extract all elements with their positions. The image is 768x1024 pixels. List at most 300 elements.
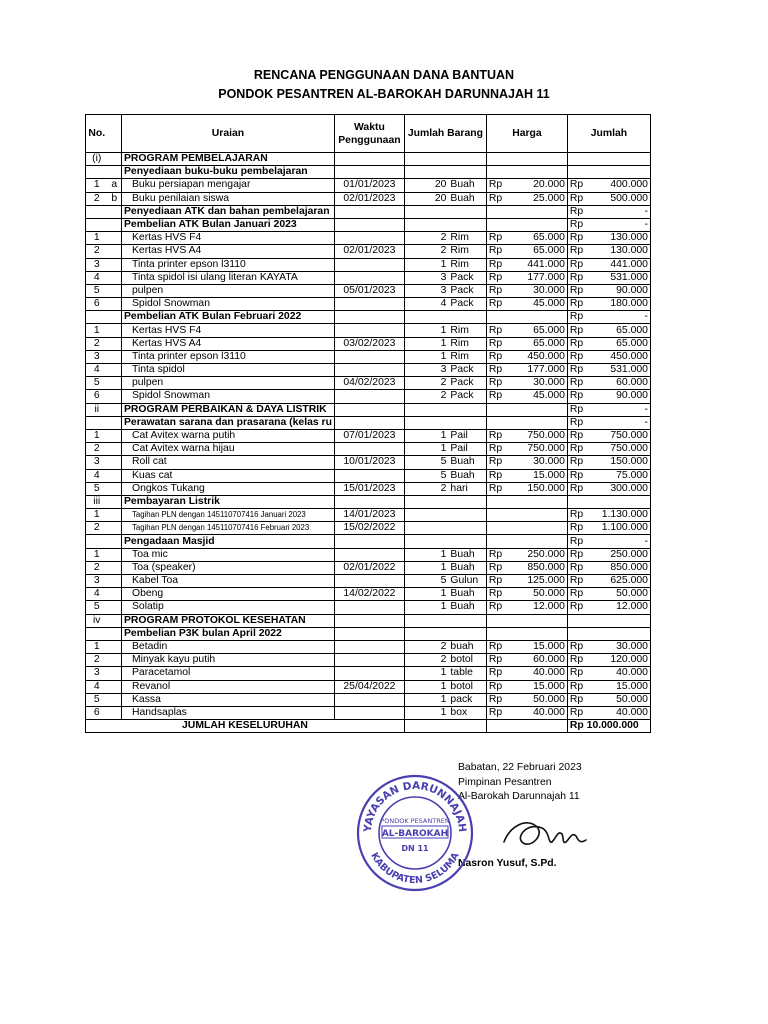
- cell-total: [589, 166, 650, 179]
- table-row: [86, 205, 651, 218]
- cell-tc: Rp: [567, 245, 589, 258]
- cell-no: [86, 627, 108, 640]
- cell-sub: [108, 311, 122, 324]
- cell-price: [508, 535, 567, 548]
- table-row: [86, 311, 651, 324]
- grand-total-label: JUMLAH KESELURUHAN: [86, 720, 405, 733]
- cell-unit: [448, 218, 486, 231]
- cell-pc: Rp: [486, 324, 508, 337]
- cell-tc: Rp: [567, 588, 589, 601]
- cell-tc: Rp: [567, 535, 589, 548]
- cell-tc: Rp: [567, 667, 589, 680]
- cell-price: 750.000: [508, 443, 567, 456]
- cell-unit: pack: [448, 693, 486, 706]
- stamp-inner-2: AL-BAROKAH: [381, 829, 449, 839]
- cell-sub: [108, 654, 122, 667]
- cell-date: 25/04/2022: [334, 680, 404, 693]
- sign-name: Nasron Yusuf, S.Pd.: [458, 858, 557, 869]
- cell-qty: [404, 205, 448, 218]
- cell-desc: Cat Avitex warna putih: [122, 429, 335, 442]
- table-row: [86, 654, 651, 667]
- cell-date: [334, 575, 404, 588]
- cell-desc: Handsaplas: [122, 706, 335, 719]
- cell-price: 60.000: [508, 654, 567, 667]
- cell-tc: Rp: [567, 482, 589, 495]
- cell-date: [334, 495, 404, 508]
- table-row: [86, 245, 651, 258]
- cell-sub: [108, 271, 122, 284]
- cell-tc: Rp: [567, 522, 589, 535]
- stamp-inner-3: DN 11: [401, 844, 429, 853]
- cell-sub: [108, 205, 122, 218]
- cell-date: [334, 640, 404, 653]
- sign-role: Pimpinan Pesantren: [458, 777, 552, 788]
- cell-desc: Kertas HVS F4: [122, 232, 335, 245]
- cell-total: 40.000: [589, 667, 650, 680]
- cell-date: [334, 324, 404, 337]
- cell-desc: Kabel Toa: [122, 575, 335, 588]
- cell-pc: Rp: [486, 443, 508, 456]
- cell-unit: [448, 495, 486, 508]
- cell-qty: 20: [404, 179, 448, 192]
- cell-qty: [404, 522, 448, 535]
- cell-sub: [108, 456, 122, 469]
- cell-unit: Pack: [448, 271, 486, 284]
- cell-date: [334, 535, 404, 548]
- cell-desc: Toa mic: [122, 548, 335, 561]
- table-row: [86, 416, 651, 429]
- cell-price: [508, 166, 567, 179]
- cell-sub: [108, 667, 122, 680]
- cell-tc: Rp: [567, 350, 589, 363]
- cell-desc: pulpen: [122, 377, 335, 390]
- table-row: [86, 627, 651, 640]
- cell-desc: Kuas cat: [122, 469, 335, 482]
- cell-unit: Pack: [448, 298, 486, 311]
- cell-total: 625.000: [589, 575, 650, 588]
- table-row: [86, 482, 651, 495]
- cell-desc: Kertas HVS F4: [122, 324, 335, 337]
- cell-price: 50.000: [508, 693, 567, 706]
- cell-no: 5: [86, 284, 108, 297]
- cell-no: 1: [86, 232, 108, 245]
- cell-total: 400.000: [589, 179, 650, 192]
- cell-desc: Solatip: [122, 601, 335, 614]
- cell-price: 40.000: [508, 706, 567, 719]
- cell-date: 03/02/2023: [334, 337, 404, 350]
- cell-pc: [486, 535, 508, 548]
- table-row: [86, 179, 651, 192]
- cell-qty: [404, 311, 448, 324]
- cell-qty: 1: [404, 429, 448, 442]
- cell-sub: [108, 390, 122, 403]
- cell-unit: Rim: [448, 337, 486, 350]
- cell-date: 01/01/2023: [334, 179, 404, 192]
- cell-desc: PROGRAM PROTOKOL KESEHATAN: [122, 614, 335, 627]
- cell-date: 15/01/2023: [334, 482, 404, 495]
- cell-price: 441.000: [508, 258, 567, 271]
- cell-desc: Tagihan PLN dengan 145110707416 Januari 2023: [122, 509, 335, 522]
- cell-total: [589, 614, 650, 627]
- cell-tc: Rp: [567, 403, 589, 416]
- cell-qty: 1: [404, 601, 448, 614]
- cell-sub: [108, 627, 122, 640]
- cell-qty: 2: [404, 377, 448, 390]
- cell-desc: Minyak kayu putih: [122, 654, 335, 667]
- cell-total: 30.000: [589, 640, 650, 653]
- cell-qty: [404, 416, 448, 429]
- cell-unit: [448, 403, 486, 416]
- cell-unit: [448, 205, 486, 218]
- cell-sub: a: [108, 179, 122, 192]
- header-jumlah-barang: Jumlah Barang: [404, 115, 486, 153]
- cell-price: 250.000: [508, 548, 567, 561]
- cell-pc: Rp: [486, 298, 508, 311]
- cell-total: 50.000: [589, 588, 650, 601]
- cell-tc: [567, 614, 589, 627]
- table-row: [86, 153, 651, 166]
- cell-price: 850.000: [508, 561, 567, 574]
- cell-no: [86, 218, 108, 231]
- cell-price: [508, 403, 567, 416]
- cell-desc: pulpen: [122, 284, 335, 297]
- cell-no: 5: [86, 482, 108, 495]
- cell-tc: Rp: [567, 377, 589, 390]
- cell-no: [86, 416, 108, 429]
- cell-qty: [404, 495, 448, 508]
- cell-date: 02/01/2023: [334, 245, 404, 258]
- cell-no: 5: [86, 601, 108, 614]
- cell-price: [508, 627, 567, 640]
- cell-pc: Rp: [486, 337, 508, 350]
- cell-total: -: [589, 416, 650, 429]
- cell-date: [334, 627, 404, 640]
- cell-qty: 2: [404, 654, 448, 667]
- cell-desc: Obeng: [122, 588, 335, 601]
- cell-tc: Rp: [567, 205, 589, 218]
- cell-qty: 4: [404, 298, 448, 311]
- cell-qty: [404, 153, 448, 166]
- table-row: [86, 258, 651, 271]
- cell-pc: Rp: [486, 601, 508, 614]
- cell-sub: b: [108, 192, 122, 205]
- cell-sub: [108, 535, 122, 548]
- cell-date: [334, 601, 404, 614]
- cell-unit: Pack: [448, 364, 486, 377]
- cell-sub: [108, 509, 122, 522]
- cell-total: 120.000: [589, 654, 650, 667]
- cell-price: 15.000: [508, 640, 567, 653]
- cell-price: 450.000: [508, 350, 567, 363]
- cell-qty: 20: [404, 192, 448, 205]
- cell-tc: Rp: [567, 456, 589, 469]
- cell-sub: [108, 601, 122, 614]
- cell-pc: [486, 614, 508, 627]
- cell-total: -: [589, 403, 650, 416]
- cell-total: 150.000: [589, 456, 650, 469]
- table-row: [86, 377, 651, 390]
- cell-tc: Rp: [567, 218, 589, 231]
- cell-sub: [108, 403, 122, 416]
- cell-tc: Rp: [567, 680, 589, 693]
- cell-unit: Pack: [448, 377, 486, 390]
- cell-unit: [448, 311, 486, 324]
- cell-pc: Rp: [486, 271, 508, 284]
- cell-price: 45.000: [508, 298, 567, 311]
- cell-total: 500.000: [589, 192, 650, 205]
- cell-no: 2: [86, 192, 108, 205]
- cell-sub: [108, 443, 122, 456]
- cell-total: 180.000: [589, 298, 650, 311]
- cell-qty: 3: [404, 271, 448, 284]
- cell-desc: Spidol Snowman: [122, 298, 335, 311]
- cell-price: [508, 416, 567, 429]
- cell-desc: Pengadaan Masjid: [122, 535, 335, 548]
- cell-total: 40.000: [589, 706, 650, 719]
- table-row: [86, 443, 651, 456]
- cell-sub: [108, 258, 122, 271]
- cell-total: 750.000: [589, 429, 650, 442]
- cell-tc: Rp: [567, 548, 589, 561]
- cell-desc: Kertas HVS A4: [122, 245, 335, 258]
- cell-unit: Rim: [448, 258, 486, 271]
- cell-unit: Buah: [448, 561, 486, 574]
- cell-date: [334, 614, 404, 627]
- cell-pc: [486, 627, 508, 640]
- cell-desc: Pembayaran Listrik: [122, 495, 335, 508]
- cell-date: [334, 416, 404, 429]
- cell-no: 4: [86, 588, 108, 601]
- table-row: [86, 561, 651, 574]
- cell-unit: Rim: [448, 350, 486, 363]
- cell-total: 850.000: [589, 561, 650, 574]
- budget-table: [85, 114, 651, 733]
- cell-pc: Rp: [486, 456, 508, 469]
- cell-qty: 5: [404, 456, 448, 469]
- cell-total: 90.000: [589, 390, 650, 403]
- cell-date: [334, 403, 404, 416]
- cell-price: 25.000: [508, 192, 567, 205]
- cell-unit: Buah: [448, 179, 486, 192]
- cell-price: 125.000: [508, 575, 567, 588]
- cell-price: 15.000: [508, 680, 567, 693]
- cell-tc: Rp: [567, 192, 589, 205]
- cell-pc: Rp: [486, 390, 508, 403]
- cell-desc: Tinta spidol: [122, 364, 335, 377]
- cell-sub: [108, 377, 122, 390]
- cell-tc: Rp: [567, 443, 589, 456]
- cell-price: [508, 205, 567, 218]
- cell-tc: Rp: [567, 311, 589, 324]
- cell-sub: [108, 561, 122, 574]
- sign-place-date: Babatan, 22 Februari 2023: [458, 762, 582, 773]
- cell-qty: 1: [404, 588, 448, 601]
- cell-date: [334, 443, 404, 456]
- cell-tc: [567, 495, 589, 508]
- cell-no: 2: [86, 443, 108, 456]
- cell-unit: Buah: [448, 601, 486, 614]
- table-row: [86, 535, 651, 548]
- cell-no: 1: [86, 548, 108, 561]
- sign-institution: Al-Barokah Darunnajah 11: [458, 791, 580, 802]
- cell-desc: Tinta printer epson l3110: [122, 258, 335, 271]
- cell-qty: [404, 403, 448, 416]
- cell-desc: PROGRAM PEMBELAJARAN: [122, 153, 335, 166]
- cell-no: 2: [86, 522, 108, 535]
- cell-pc: Rp: [486, 258, 508, 271]
- cell-total: 531.000: [589, 364, 650, 377]
- cell-qty: 2: [404, 640, 448, 653]
- cell-price: [508, 495, 567, 508]
- cell-no: [86, 166, 108, 179]
- cell-pc: Rp: [486, 482, 508, 495]
- cell-desc: Buku persiapan mengajar: [122, 179, 335, 192]
- cell-no: 2: [86, 337, 108, 350]
- cell-sub: [108, 350, 122, 363]
- cell-tc: Rp: [567, 232, 589, 245]
- cell-total: 65.000: [589, 337, 650, 350]
- cell-date: [334, 271, 404, 284]
- cell-unit: [448, 535, 486, 548]
- cell-total: 60.000: [589, 377, 650, 390]
- cell-qty: [404, 509, 448, 522]
- cell-qty: 2: [404, 482, 448, 495]
- cell-pc: [486, 403, 508, 416]
- grand-total-value: Rp 10.000.000: [567, 720, 650, 733]
- cell-price: 65.000: [508, 245, 567, 258]
- cell-sub: [108, 588, 122, 601]
- cell-qty: [404, 627, 448, 640]
- table-row: [86, 429, 651, 442]
- cell-desc: PROGRAM PERBAIKAN & DAYA LISTRIK: [122, 403, 335, 416]
- cell-total: 441.000: [589, 258, 650, 271]
- cell-qty: 1: [404, 667, 448, 680]
- cell-sub: [108, 324, 122, 337]
- cell-unit: Rim: [448, 232, 486, 245]
- cell-unit: [448, 627, 486, 640]
- cell-desc: Spidol Snowman: [122, 390, 335, 403]
- cell-pc: Rp: [486, 640, 508, 653]
- cell-unit: buah: [448, 640, 486, 653]
- cell-qty: 5: [404, 469, 448, 482]
- cell-date: 05/01/2023: [334, 284, 404, 297]
- table-row: [86, 350, 651, 363]
- cell-sub: [108, 482, 122, 495]
- cell-date: [334, 153, 404, 166]
- stamp-outer-top: YAYASAN DARUNNAJAH: [361, 779, 469, 833]
- table-row: [86, 469, 651, 482]
- stamp-outer-bottom: KABUPATEN SELUMA: [368, 850, 462, 887]
- cell-total: 1.100.000: [589, 522, 650, 535]
- cell-total: -: [589, 535, 650, 548]
- cell-qty: 2: [404, 232, 448, 245]
- cell-qty: [404, 218, 448, 231]
- cell-pc: Rp: [486, 377, 508, 390]
- cell-date: [334, 166, 404, 179]
- cell-pc: Rp: [486, 429, 508, 442]
- cell-qty: 2: [404, 245, 448, 258]
- cell-pc: Rp: [486, 350, 508, 363]
- cell-pc: [486, 495, 508, 508]
- cell-price: 30.000: [508, 377, 567, 390]
- cell-pc: [486, 166, 508, 179]
- cell-pc: Rp: [486, 706, 508, 719]
- cell-sub: [108, 298, 122, 311]
- cell-no: [86, 205, 108, 218]
- cell-no: 2: [86, 654, 108, 667]
- table-row: [86, 166, 651, 179]
- cell-desc: Betadin: [122, 640, 335, 653]
- cell-price: [508, 311, 567, 324]
- table-row: [86, 548, 651, 561]
- cell-no: 3: [86, 575, 108, 588]
- cell-unit: Gulun: [448, 575, 486, 588]
- cell-no: 2: [86, 245, 108, 258]
- stamp-inner-1: PONDOK PESANTREN: [380, 817, 450, 825]
- cell-unit: Buah: [448, 548, 486, 561]
- table-row: [86, 601, 651, 614]
- cell-unit: Buah: [448, 192, 486, 205]
- cell-total: 300.000: [589, 482, 650, 495]
- cell-desc: Ongkos Tukang: [122, 482, 335, 495]
- cell-price: 150.000: [508, 482, 567, 495]
- cell-pc: Rp: [486, 179, 508, 192]
- document-subtitle: PONDOK PESANTREN AL-BAROKAH DARUNNAJAH 11: [218, 87, 550, 101]
- cell-unit: Pail: [448, 429, 486, 442]
- table-row: [86, 390, 651, 403]
- handwritten-signature: [500, 812, 590, 857]
- table-row: [86, 324, 651, 337]
- cell-desc: Revanol: [122, 680, 335, 693]
- cell-price: [508, 218, 567, 231]
- grand-total-row: [86, 720, 651, 733]
- cell-sub: [108, 166, 122, 179]
- cell-tc: Rp: [567, 390, 589, 403]
- cell-tc: Rp: [567, 258, 589, 271]
- table-row: [86, 232, 651, 245]
- cell-tc: Rp: [567, 469, 589, 482]
- cell-unit: box: [448, 706, 486, 719]
- table-row: [86, 284, 651, 297]
- table-header-row: [86, 115, 651, 153]
- cell-sub: [108, 469, 122, 482]
- cell-desc: Perawatan sarana dan prasarana (kelas ru: [122, 416, 335, 429]
- cell-price: 750.000: [508, 429, 567, 442]
- cell-no: 1: [86, 640, 108, 653]
- cell-pc: [486, 153, 508, 166]
- table-row: [86, 522, 651, 535]
- cell-unit: Pail: [448, 443, 486, 456]
- cell-desc: Tinta printer epson l3110: [122, 350, 335, 363]
- cell-tc: Rp: [567, 640, 589, 653]
- cell-price: [508, 509, 567, 522]
- cell-date: [334, 364, 404, 377]
- header-uraian: Uraian: [122, 115, 335, 153]
- cell-pc: [486, 205, 508, 218]
- cell-no: 5: [86, 377, 108, 390]
- cell-date: [334, 667, 404, 680]
- cell-sub: [108, 614, 122, 627]
- table-row: [86, 693, 651, 706]
- cell-date: [334, 469, 404, 482]
- cell-qty: 1: [404, 443, 448, 456]
- cell-unit: Buah: [448, 469, 486, 482]
- cell-pc: [486, 416, 508, 429]
- cell-tc: [567, 166, 589, 179]
- header-harga: Harga: [486, 115, 567, 153]
- cell-total: 75.000: [589, 469, 650, 482]
- institution-stamp: [355, 773, 475, 893]
